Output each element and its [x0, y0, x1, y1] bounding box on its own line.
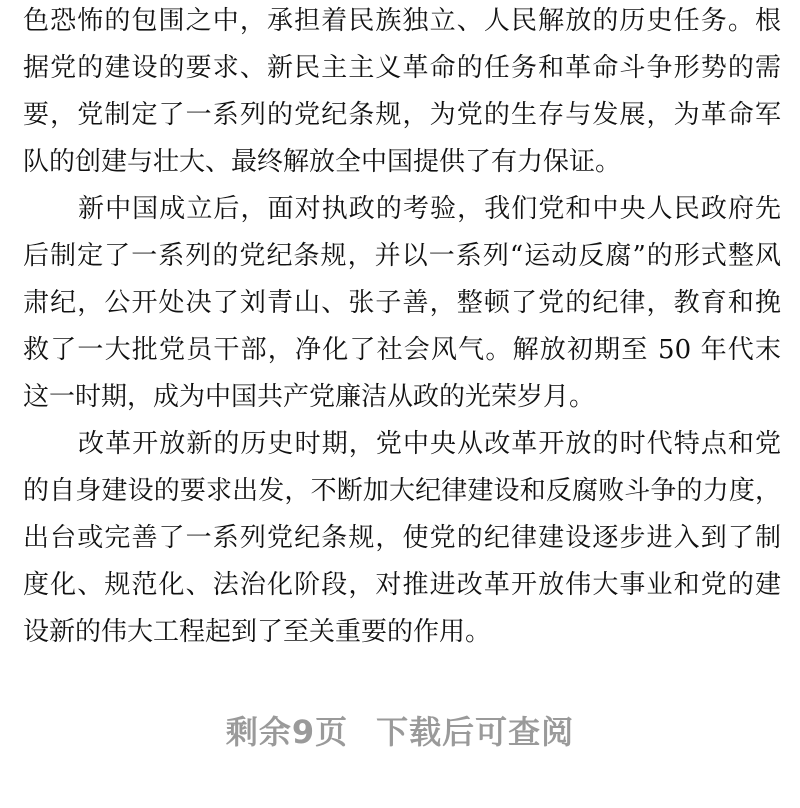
text-line: 色恐怖的包围之中，承担着民族独立、人民解放的历史任务。根: [23, 6, 781, 36]
document-body: [23, 0, 781, 658]
text-line: 据党的建设的要求、新民主主义革命的任务和革命斗争形势的需: [23, 53, 781, 83]
text-line: 后制定了一系列的党纪条规，并以一系列“运动反腐”的形式整风: [23, 241, 781, 271]
text-line: 这一时期，成为中国共产党廉洁从政的光荣岁月。: [23, 382, 596, 412]
text-line: 的自身建设的要求出发，不断加大纪律建设和反腐败斗争的力度，: [23, 476, 781, 506]
text-line: 出台或完善了一系列党纪条规，使党的纪律建设逐步进入到了制: [23, 523, 781, 553]
text-line: 度化、规范化、法治化阶段，对推进改革开放伟大事业和党的建: [23, 570, 781, 600]
download-prompt[interactable]: [0, 707, 800, 753]
text-line: 要，党制定了一系列的党纪条规，为党的生存与发展，为革命军: [23, 100, 781, 130]
text-line: 肃纪，公开处决了刘青山、张子善，整顿了党的纪律，教育和挽: [23, 288, 781, 318]
text-line: 队的创建与壮大、最终解放全中国提供了有力保证。: [23, 147, 622, 177]
download-hint-label: 下载后可查阅: [376, 713, 575, 751]
text-line: 设新的伟大工程起到了至关重要的作用。: [23, 617, 492, 647]
text-line: 救了一大批党员干部，净化了社会风气。解放初期至 50 年代末: [23, 335, 781, 365]
paragraph-start-line: 改革开放新的历史时期，党中央从改革开放的时代特点和党: [78, 429, 781, 459]
paragraph-start-line: 新中国成立后，面对执政的考验，我们党和中央人民政府先: [78, 194, 781, 224]
remaining-pages-label: 剩余9页: [225, 713, 349, 751]
